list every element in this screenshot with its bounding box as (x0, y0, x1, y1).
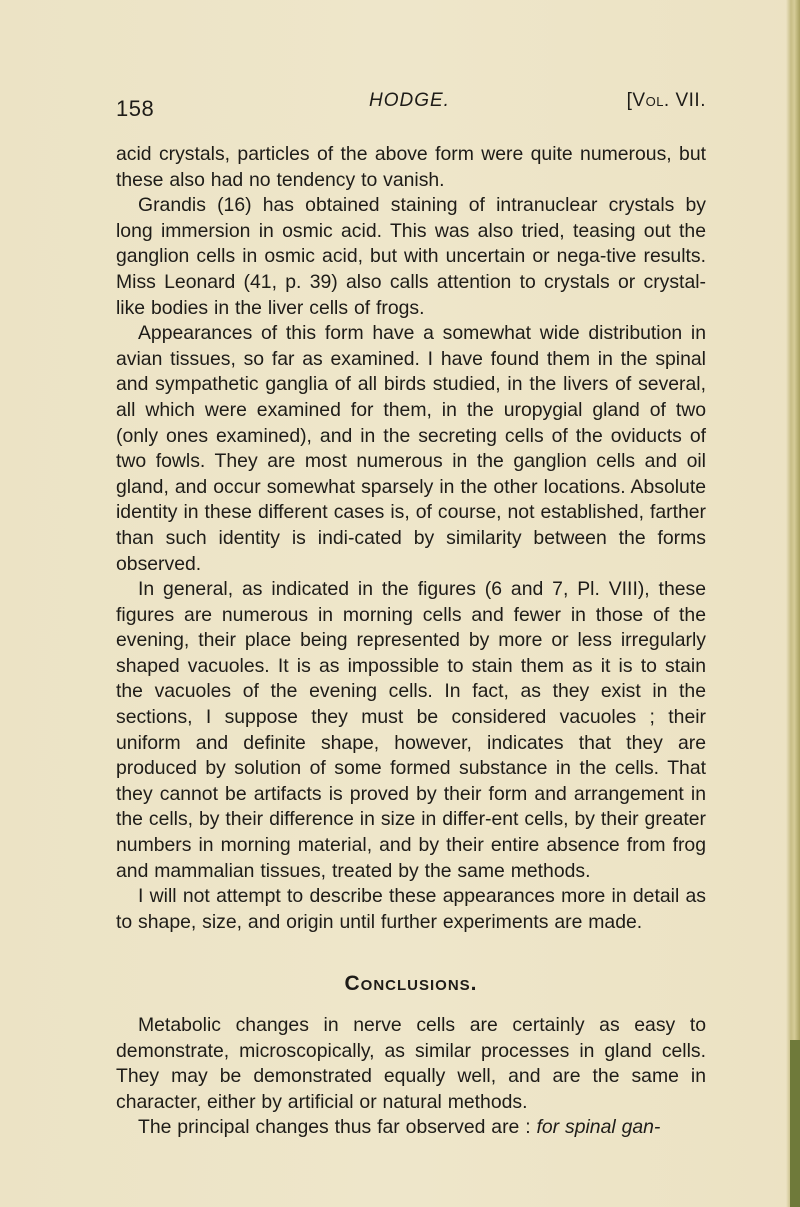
paragraph: Grandis (16) has obtained staining of intranuclear crystals by long immersion in osmic acid. This was also tried, teasing out the ganglion cells in osmic acid, but with uncertain or nega-tive results. Miss Leonard (41, p. 39) also calls attention to crystals or crystal-like bodies in the liver cells of frogs. (116, 194, 706, 319)
italic-text: for spinal gan- (536, 1116, 661, 1139)
paragraph: Metabolic changes in nerve cells are certainly as easy to demonstrate, microscopically, as similar processes in gland cells. They may be demonstrated equally well, and are the same in character, either by artificial or natural methods. (116, 1014, 706, 1113)
paragraph: I will not attempt to describe these appearances more in detail as to shape, size, and origin until further experiments are made. (116, 885, 706, 933)
section-heading: Conclusions. (344, 972, 478, 996)
volume-label: [Vol. VII. (626, 90, 706, 111)
paragraph: acid crystals, particles of the above form were quite numerous, but these also had no tendency to vanish. (116, 143, 706, 191)
page-edge-stain (790, 1040, 800, 1207)
page-edge (786, 0, 800, 1207)
paragraph: Appearances of this form have a somewhat wide distribution in avian tissues, so far as examined. I have found them in the spinal and sympathetic ganglia of all birds studied, in the livers of several, all which were examined for them, in the uropygial gland of two (only ones examined), and in the secreting cells of the oviducts of two fowls. They are most numerous in the ganglion cells and oil gland, and occur somewhat sparsely in the other locations. Absolute identity in these different cases is, of course, not established, farther than such identity is indi-cated by similarity between the forms observed. (116, 322, 706, 575)
paragraph (116, 1115, 706, 1141)
page-header (116, 90, 706, 126)
paragraph-text: The principal changes thus far observed are : (138, 1116, 537, 1139)
paragraph: In general, as indicated in the figures (6 and 7, Pl. VIII), these figures are numerous in morning cells and fewer in those of the evening, their place being represented by more or less irregularly shaped vacuoles. It is as impossible to stain them as it is to stain the vacuoles of the evening cells. In fact, as they exist in the sections, I suppose they must be considered vacuoles ; their uniform and definite shape, however, indicates that they are produced by solution of some formed substance in the cells. That they cannot be artifacts is proved by their form and arrangement in the cells, by their difference in size in differ-ent cells, by their greater numbers in morning material, and by their entire absence from frog and mammalian tissues, treated by the same methods. (116, 578, 706, 882)
running-head: HODGE. (369, 90, 450, 111)
body-text (116, 142, 706, 1141)
page-number: 158 (116, 96, 155, 121)
